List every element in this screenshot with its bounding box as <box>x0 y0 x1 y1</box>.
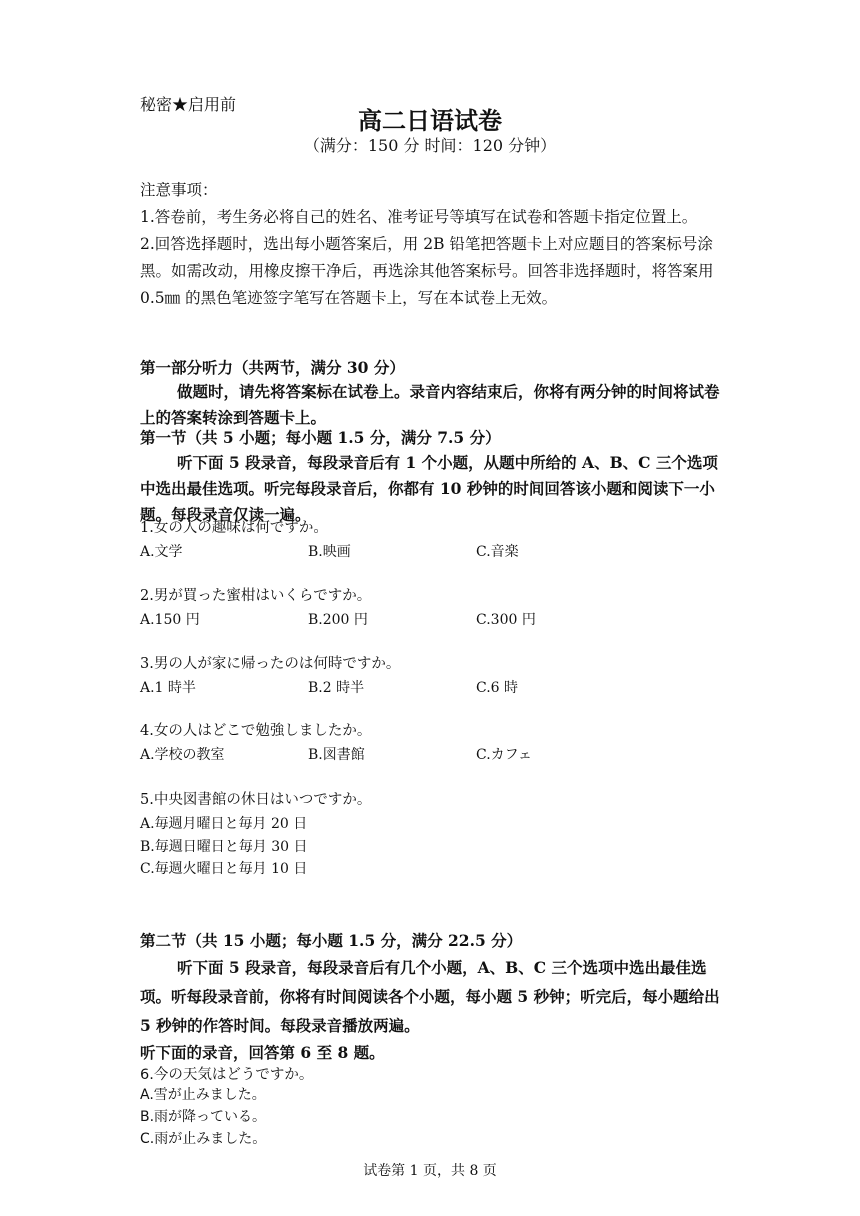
option-b: B.2 時半 <box>308 680 365 696</box>
option-b: B.毎週日曜日と毎月 30 日 <box>140 839 308 855</box>
option-c: C.雨が止みました。 <box>140 1131 267 1147</box>
notice-block <box>140 177 730 312</box>
section2-heading: 第二节（共 15 小题；每小题 1.5 分，满分 22.5 分） <box>140 931 523 950</box>
option-a: A.文学 <box>140 544 183 560</box>
option-a: A.毎週月曜日と毎月 20 日 <box>140 816 308 832</box>
option-c: C.毎週火曜日と毎月 10 日 <box>140 861 308 877</box>
part1-heading: 第一部分听力（共两节，满分 30 分） <box>140 358 405 377</box>
notice-heading: 注意事项： <box>140 181 218 199</box>
option-b: B.雨が降っている。 <box>140 1109 267 1125</box>
question-3: 3.男の人が家に帰ったのは何時ですか。 <box>140 656 401 672</box>
section2-subheading: 听下面的录音，回答第 6 至 8 题。 <box>140 1043 385 1062</box>
notice-item: 2.回答选择题时，选出每小题答案后，用 2B 铅笔把答题卡上对应题目的答案标号涂黑。如需改动，用橡皮擦干净后，再选涂其他答案标号。回答非选择题时，将答案用 0.5㎜ 的黑色笔迹签字笔写在答题卡上，写在本试卷上无效。 <box>140 235 714 307</box>
notice-item: 1.答卷前，考生务必将自己的姓名、准考证号等填写在试卷和答题卡指定位置上。 <box>140 208 698 226</box>
option-a: A.1 時半 <box>140 680 196 696</box>
question-5: 5.中央図書館の休日はいつですか。 <box>140 792 372 808</box>
option-b: B.200 円 <box>308 612 368 628</box>
page-number: 试卷第 1 页，共 8 页 <box>363 1163 497 1179</box>
question-2: 2.男が買った蜜柑はいくらですか。 <box>140 588 372 604</box>
section1-heading: 第一节（共 5 小题；每小题 1.5 分，满分 7.5 分） <box>140 428 501 447</box>
option-a: A.学校の教室 <box>140 747 225 763</box>
part1-instruction: 做题时，请先将答案标在试卷上。录音内容结束后，你将有两分钟的时间将试卷上的答案转涂到答题卡上。 <box>140 382 720 427</box>
section2-instruction: 听下面 5 段录音，每段录音后有几个小题，A、B、C 三个选项中选出最佳选项。听每段录音前，你将有时间阅读各个小题，每小题 5 秒钟；听完后，每小题给出 5 秒钟的作答时间。每段录音播放两遍。 <box>140 958 720 1035</box>
question-6: 6.今の天気はどうですか。 <box>140 1067 314 1083</box>
exam-title: 高二日语试卷 <box>358 106 502 135</box>
option-a: A.雪が止みました。 <box>140 1087 266 1103</box>
option-c: C.音楽 <box>476 544 519 560</box>
option-c: C.300 円 <box>476 612 536 628</box>
question-1: 1.女の人の趣味は何ですか。 <box>140 520 328 536</box>
question-4: 4.女の人はどこで勉強しましたか。 <box>140 723 372 739</box>
section1-instruction: 听下面 5 段录音，每段录音后有 1 个小题，从题中所给的 A、B、C 三个选项中选出最佳选项。听完每段录音后，你都有 10 秒钟的时间回答该小题和阅读下一小题。每段录音仅读一遍。 <box>140 453 718 524</box>
option-c: C.6 時 <box>476 680 519 696</box>
option-c: C.カフェ <box>476 747 532 763</box>
exam-meta: （满分：150 分 时间：120 分钟） <box>303 136 557 155</box>
option-b: B.図書館 <box>308 747 365 763</box>
option-a: A.150 円 <box>140 612 200 628</box>
confidential-mark: 秘密★启用前 <box>140 95 237 114</box>
option-b: B.映画 <box>308 544 351 560</box>
